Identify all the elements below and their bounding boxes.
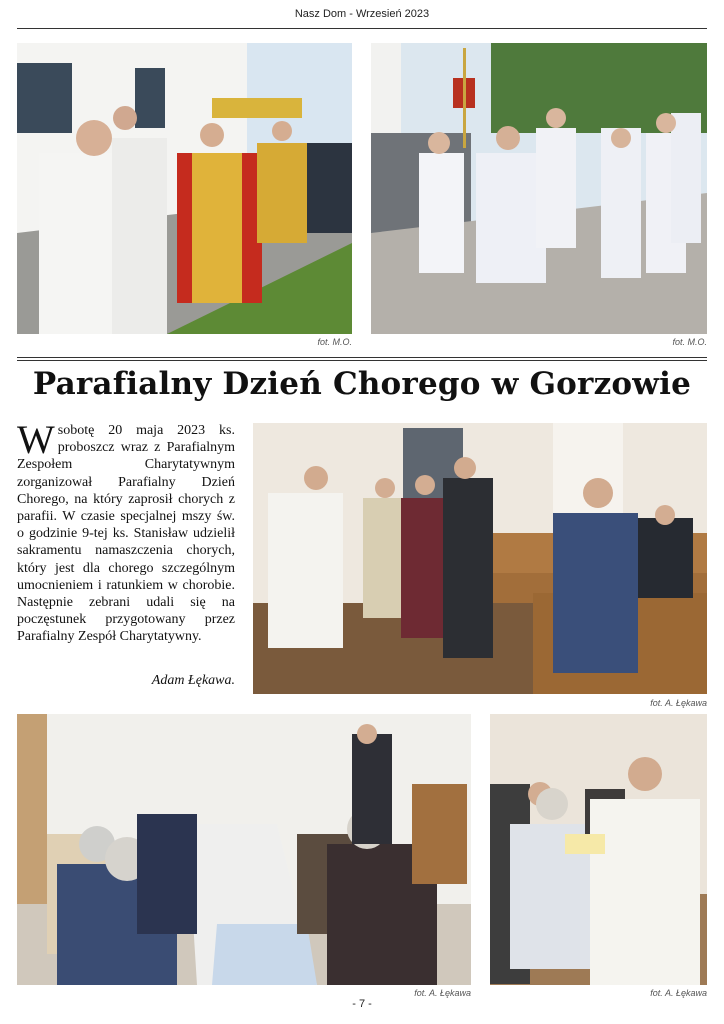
photo-procession — [17, 43, 352, 334]
section-rule — [17, 360, 707, 361]
photo-credit: fot. M.O. — [672, 337, 707, 347]
photo-altar-servers — [371, 43, 707, 334]
photo-credit: fot. A. Łękawa — [650, 988, 707, 998]
photo-blessing — [490, 714, 707, 985]
article-text: sobotę 20 maja 2023 ks. proboszcz wraz z Parafialnym Zespołem Charytatywnym zorganizował Parafialny Dzień Chorego, na który zaprosił chorych z parafii. W czasie specjalnej mszy św. o godzinie 9-tej ks. Stanisław udzielił sakramentu namaszczenia chorych, który jest dla chorego szczególnym umocnieniem i ratunkiem w chorobie. Następnie zebrani udali się na poczęstunek przygotowany przez Parafialny Zespół Charytatywny. — [17, 423, 235, 645]
header-rule — [17, 28, 707, 29]
section-rule — [17, 357, 707, 358]
page-number: - 7 - — [352, 998, 372, 1010]
photo-credit: fot. M.O. — [317, 337, 352, 347]
article-author: Adam Łękawa. — [151, 673, 235, 688]
photo-credit: fot. A. Łękawa — [650, 698, 707, 708]
photo-mass-chapel — [253, 423, 707, 694]
drop-cap: W — [17, 417, 55, 462]
article-title: Parafialny Dzień Chorego w Gorzowie — [32, 366, 692, 402]
photo-credit: fot. A. Łękawa — [414, 988, 471, 998]
photo-meal — [17, 714, 471, 985]
article-body — [17, 417, 235, 646]
page-header: Nasz Dom - Wrzesień 2023 — [294, 8, 430, 20]
